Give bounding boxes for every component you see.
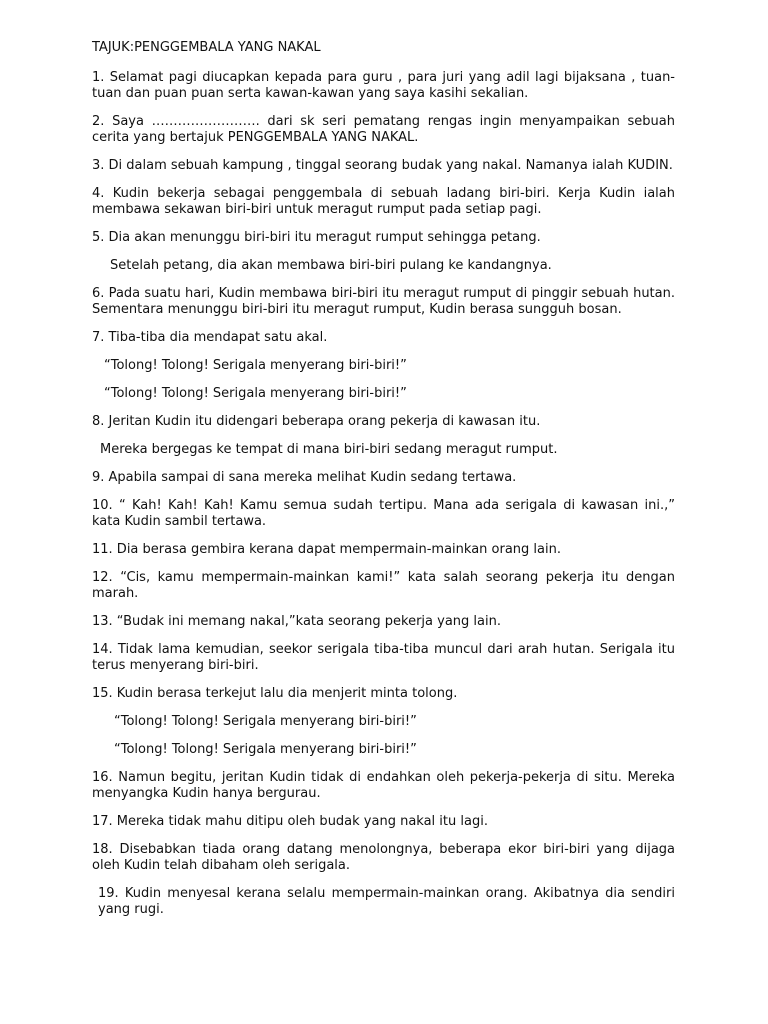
paragraph: 9. Apabila sampai di sana mereka melihat Kudin sedang tertawa. [92, 470, 517, 485]
paragraph: 4. Kudin bekerja sebagai penggembala di sebuah ladang biri-biri. Kerja Kudin ialah membawa sekawan biri-biri untuk meragut rumput pada setiap pagi. [92, 186, 675, 217]
document-page [92, 40, 675, 930]
dialogue-line: “Tolong! Tolong! Serigala menyerang biri-biri!” [104, 358, 407, 373]
paragraph: 8. Jeritan Kudin itu didengari beberapa orang pekerja di kawasan itu. [92, 414, 541, 429]
dialogue-line: “Tolong! Tolong! Serigala menyerang biri-biri!” [114, 742, 417, 757]
paragraph: 14. Tidak lama kemudian, seekor serigala tiba-tiba muncul dari arah hutan. Serigala itu terus menyerang biri-biri. [92, 642, 675, 673]
paragraph: 1. Selamat pagi diucapkan kepada para guru , para juri yang adil lagi bijaksana , tuan-tuan dan puan puan serta kawan-kawan yang saya kasihi sekalian. [92, 70, 675, 101]
paragraph: 19. Kudin menyesal kerana selalu mempermain-mainkan orang. Akibatnya dia sendiri yang rugi. [98, 886, 675, 917]
paragraph: 16. Namun begitu, jeritan Kudin tidak di endahkan oleh pekerja-pekerja di situ. Mereka menyangka Kudin hanya bergurau. [92, 770, 675, 801]
dialogue-line: “Tolong! Tolong! Serigala menyerang biri-biri!” [114, 714, 417, 729]
paragraph: 13. “Budak ini memang nakal,”kata seorang pekerja yang lain. [92, 614, 501, 629]
paragraph: 18. Disebabkan tiada orang datang menolongnya, beberapa ekor biri-biri yang dijaga oleh Kudin telah dibaham oleh serigala. [92, 842, 675, 873]
paragraph: 7. Tiba-tiba dia mendapat satu akal. [92, 330, 328, 345]
paragraph: Mereka bergegas ke tempat di mana biri-biri sedang meragut rumput. [100, 442, 558, 457]
paragraph: 12. “Cis, kamu mempermain-mainkan kami!” kata salah seorang pekerja itu dengan marah. [92, 570, 675, 601]
document-title: TAJUK:PENGGEMBALA YANG NAKAL [92, 40, 321, 55]
paragraph: 10. “ Kah! Kah! Kah! Kamu semua sudah tertipu. Mana ada serigala di kawasan ini.,” kata Kudin sambil tertawa. [92, 498, 675, 529]
paragraph: 3. Di dalam sebuah kampung , tinggal seorang budak yang nakal. Namanya ialah KUDIN. [92, 158, 673, 173]
paragraph: Setelah petang, dia akan membawa biri-biri pulang ke kandangnya. [110, 258, 552, 273]
paragraph: 2. Saya ……………………. dari sk seri pematang rengas ingin menyampaikan sebuah cerita yang bertajuk PENGGEMBALA YANG NAKAL. [92, 114, 675, 145]
paragraph: 11. Dia berasa gembira kerana dapat mempermain-mainkan orang lain. [92, 542, 561, 557]
paragraph: 5. Dia akan menunggu biri-biri itu meragut rumput sehingga petang. [92, 230, 541, 245]
paragraph: 17. Mereka tidak mahu ditipu oleh budak yang nakal itu lagi. [92, 814, 488, 829]
dialogue-line: “Tolong! Tolong! Serigala menyerang biri-biri!” [104, 386, 407, 401]
paragraph: 6. Pada suatu hari, Kudin membawa biri-biri itu meragut rumput di pinggir sebuah hutan. Sementara menunggu biri-biri itu meragut rumput, Kudin berasa sungguh bosan. [92, 286, 675, 317]
paragraph: 15. Kudin berasa terkejut lalu dia menjerit minta tolong. [92, 686, 458, 701]
